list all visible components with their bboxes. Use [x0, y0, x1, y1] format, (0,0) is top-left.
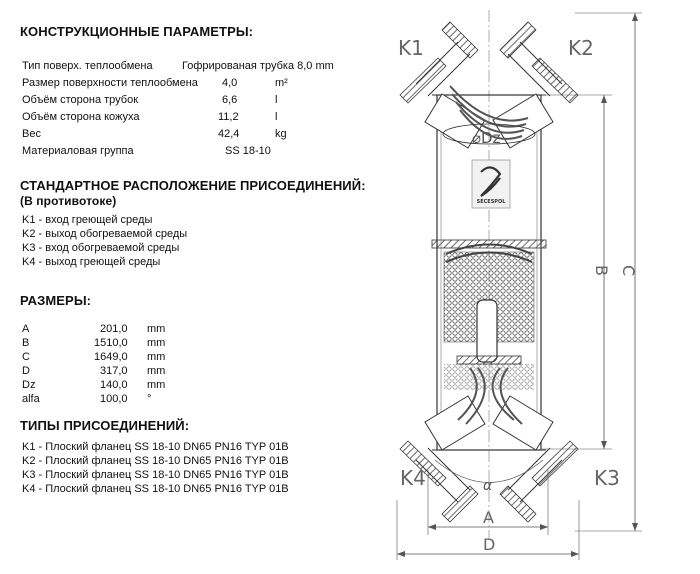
label-k1: K1	[398, 36, 424, 60]
label-k4: K4	[400, 466, 426, 490]
connection-item: K3 - Плоский фланец SS 18-10 DN65 PN16 TYP 01B	[22, 469, 289, 481]
arrangement-item: K2 - выход обогреваемой среды	[22, 228, 188, 240]
nozzle-k2	[493, 22, 578, 148]
connection-item: K1 - Плоский фланец SS 18-10 DN65 PN16 TYP 01B	[22, 441, 289, 453]
connections-heading: ТИПЫ ПРИСОЕДИНЕНИЙ:	[20, 418, 190, 433]
label-dz: ⌀Dz	[472, 129, 501, 147]
drawing-svg	[380, 0, 700, 569]
arrangement-heading: СТАНДАРТНОЕ РАСПОЛОЖЕНИЕ ПРИСОЕДИНЕНИЙ:	[20, 178, 366, 193]
dimension-b	[542, 95, 612, 449]
secespol-logo	[472, 160, 510, 208]
connection-item: K4 - Плоский фланец SS 18-10 DN65 PN16 TYP 01B	[22, 483, 289, 495]
label-d: D	[483, 535, 496, 554]
arrangement-item: K4 - выход греющей среды	[22, 256, 161, 268]
construction-heading: КОНСТРУКЦИОННЫЕ ПАРАМЕТРЫ:	[20, 24, 254, 39]
nozzle-k3	[493, 396, 578, 522]
label-a: A	[483, 508, 494, 527]
svg-text:SECESPOL: SECESPOL	[476, 199, 506, 205]
heat-exchanger-drawing	[380, 0, 700, 569]
label-k3: K3	[594, 466, 620, 490]
spec-panel: КОНСТРУКЦИОННЫЕ ПАРАМЕТРЫ: Тип поверх. теплообмена Гофрированая трубка 8,0 mm Размер поверхности теплообмена 4,0 m² Объём сторона трубок 6,6 l Объём сторона кожуха 11,2 l Вес 42,4 kg Материаловая группа SS 18-10 СТАНДАРТНОЕ РАСПОЛОЖЕНИЕ ПРИСОЕДИНЕНИЙ: (В противотоке) K1 - вход греющей среды K2 - выход обогреваемой среды K3 - вход обогреваемой среды K4 - выход греющей среды РАЗМЕРЫ: A 201,0 mm B 1510,0 mm C 1649,0 mm D 317,0 mm Dz 140,0 mm alfa 100,0 ° ТИПЫ ПРИСОЕДИНЕНИЙ: K1 - Плоский фланец SS 18-10 DN65 PN16 TYP 01B K2 - Плоский фланец SS 18-10 DN65 PN16 TYP 01B K3 - Плоский фланец SS 18-10 DN65 PN16 TYP 01B K4 - Плоский фланец SS 18-10 DN65 PN16 TYP 01B	[20, 24, 366, 495]
nozzle-k4	[400, 396, 485, 522]
arrangement-item: K3 - вход обогреваемой среды	[22, 242, 180, 254]
connection-item: K2 - Плоский фланец SS 18-10 DN65 PN16 TYP 01B	[22, 455, 289, 467]
arrangement-item: K1 - вход греющей среды	[22, 214, 153, 226]
dimensions-heading: РАЗМЕРЫ:	[20, 293, 92, 308]
label-c: C	[619, 265, 638, 277]
label-b: B	[592, 265, 611, 276]
arrangement-subheading: (В противотоке)	[20, 194, 117, 208]
label-alfa: α	[483, 478, 493, 494]
label-k2: K2	[568, 36, 594, 60]
